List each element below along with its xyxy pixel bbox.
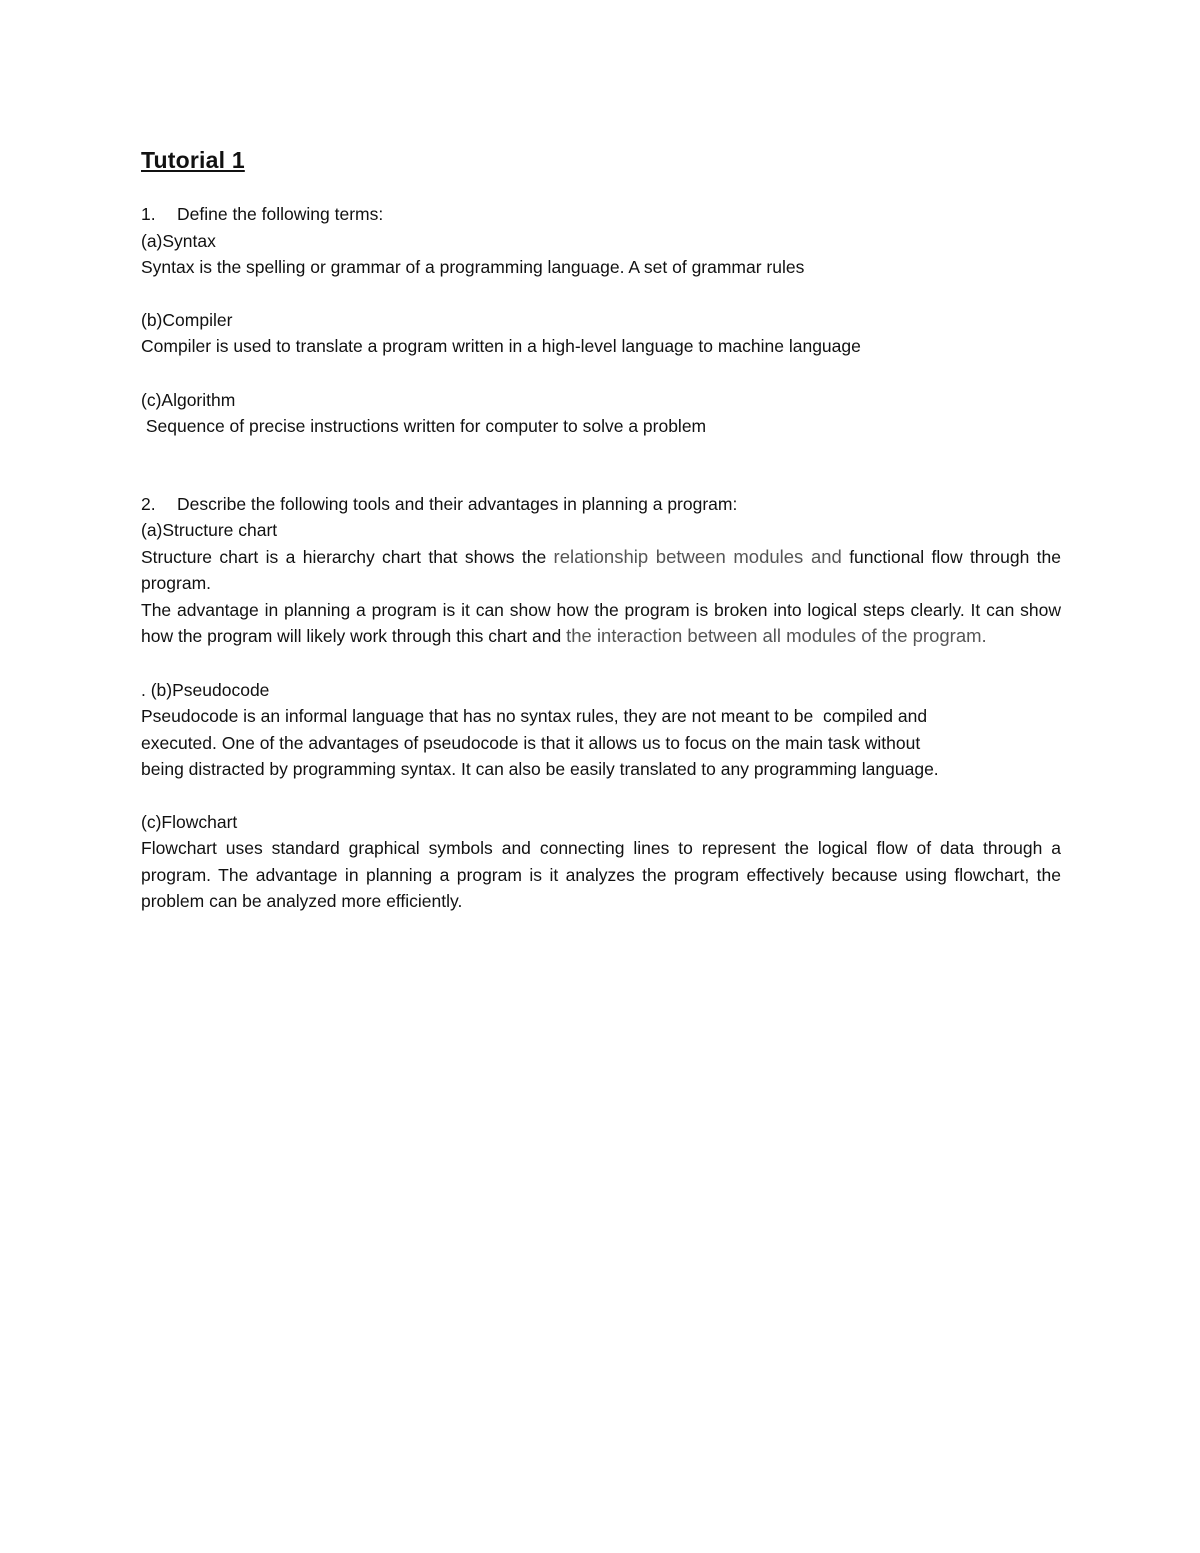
structure-chart-desc-part-2: relationship between modules and [553, 545, 842, 567]
document-page [141, 143, 1061, 915]
structure-chart-desc-part-3: functional flow through the program. [141, 546, 1061, 593]
tool-flowchart-label: (c)Flowchart [141, 811, 238, 832]
term-syntax-label: (a)Syntax [141, 230, 216, 251]
term-compiler-answer: Compiler is used to translate a program written in a high-level language to machine language [141, 336, 861, 356]
tool-pseudocode-label: . (b)Pseudocode [141, 679, 270, 700]
pseudocode-line-1: Pseudocode is an informal language that has no syntax rules, they are not meant to be compiled and [141, 706, 928, 726]
pseudocode-line-2: executed. One of the advantages of pseudocode is that it allows us to focus on the main task without [141, 732, 921, 753]
spacer [141, 783, 1061, 809]
question-2-number: 2. [141, 493, 156, 514]
spacer [141, 650, 1061, 677]
structure-chart-adv-part-1: The advantage in planning a program is it can show how the program is broken into logical steps clearly. It can show how the program will likely work through this chart and [141, 599, 1061, 646]
spacer [141, 440, 1061, 491]
question-1-number: 1. [141, 204, 156, 224]
structure-chart-description [141, 544, 1061, 597]
spacer [141, 281, 1061, 307]
flowchart-description: Flowchart uses standard graphical symbols and connecting lines to represent the logical flow of data through a program. The advantage in planning a program is it analyzes the program effectively because using flowchart, the problem can be analyzed more efficiently. [141, 838, 1061, 911]
spacer [141, 360, 1061, 387]
document-title: Tutorial 1 [141, 147, 245, 173]
structure-chart-advantage [141, 597, 1061, 650]
spacer [141, 177, 1061, 201]
question-1-prompt [141, 201, 1061, 228]
question-2-text: Describe the following tools and their advantages in planning a program: [177, 493, 738, 514]
tool-structure-chart-label: (a)Structure chart [141, 520, 278, 540]
structure-chart-desc-part-1: Structure chart is a hierarchy chart that shows the [141, 546, 554, 567]
term-compiler-label: (b)Compiler [141, 309, 233, 330]
structure-chart-adv-part-2: the interaction between all modules of the program. [566, 625, 987, 646]
term-algorithm-label: (c)Algorithm [141, 389, 236, 410]
term-syntax-answer: Syntax is the spelling or grammar of a programming language. A set of grammar rules [141, 257, 805, 277]
question-2-prompt [141, 491, 1061, 518]
pseudocode-line-3: being distracted by programming syntax. It can also be easily translated to any programming language. [141, 759, 939, 779]
term-algorithm-answer: Sequence of precise instructions written for computer to solve a problem [141, 416, 707, 436]
question-1-text: Define the following terms: [177, 204, 384, 224]
